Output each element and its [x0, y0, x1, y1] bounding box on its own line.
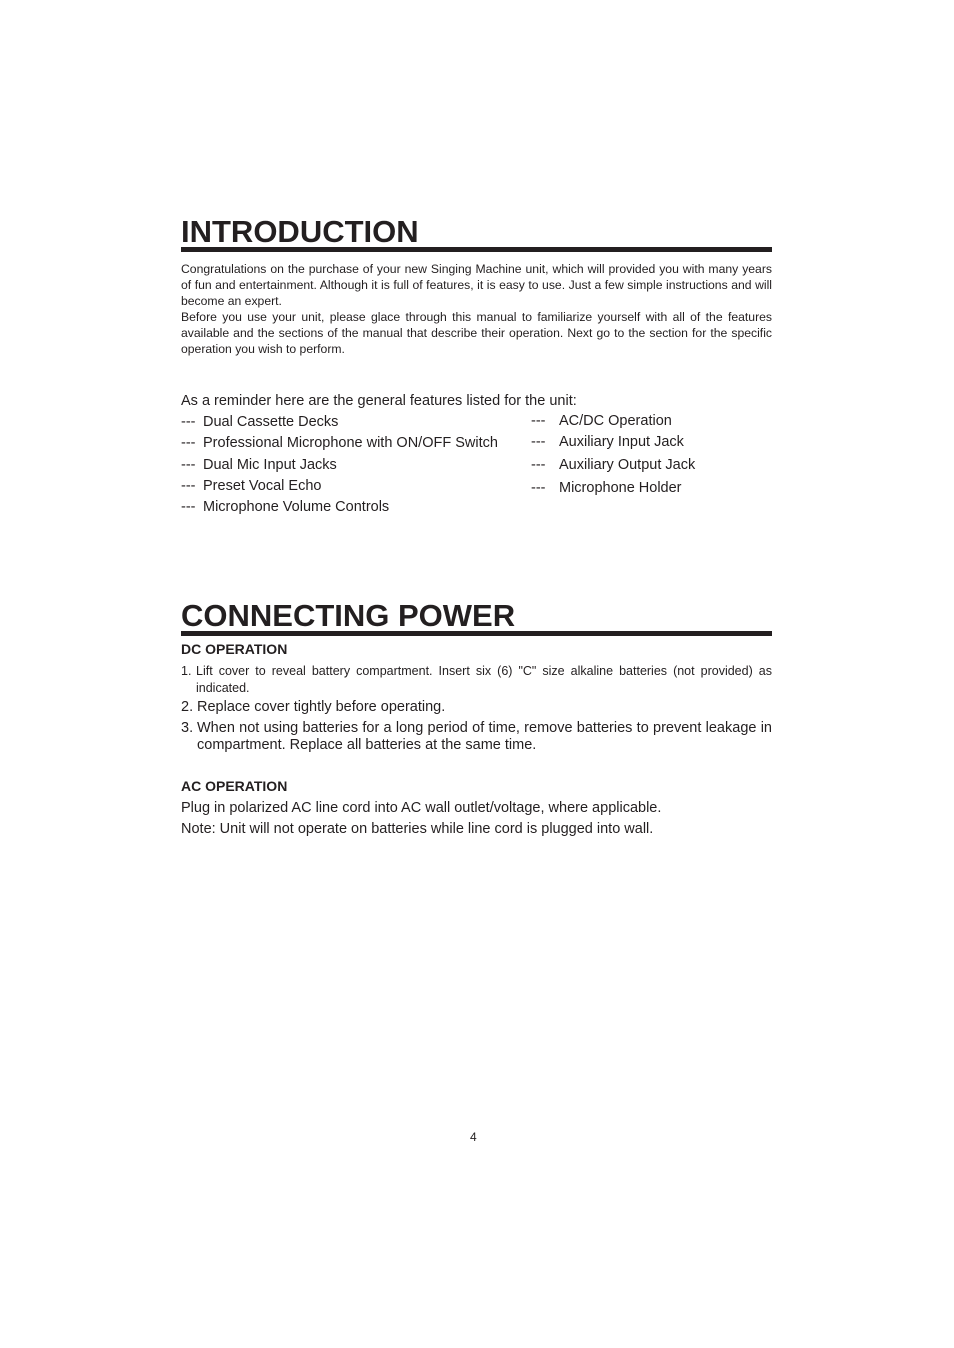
feature-dash: --- — [531, 413, 546, 429]
introduction-heading: INTRODUCTION — [181, 216, 772, 252]
feature-item — [181, 498, 389, 516]
feature-item — [181, 456, 337, 474]
intro-paragraph-1: Congratulations on the purchase of your new Singing Machine unit, which will provided you with many years of fun and entertainment. Although it is full of features, it is easy to use. Just a few simple instructions and will become an expert. — [181, 262, 772, 309]
feature-dash: --- — [531, 434, 546, 450]
feature-item — [531, 479, 682, 497]
feature-item — [181, 434, 498, 452]
connecting-power-heading: CONNECTING POWER — [181, 600, 772, 636]
feature-dash: --- — [531, 480, 546, 496]
step-number: 2. — [181, 699, 194, 715]
feature-label: Microphone Holder — [559, 480, 682, 496]
feature-dash: --- — [181, 499, 196, 515]
ac-line-2: Note: Unit will not operate on batteries while line cord is plugged into wall. — [181, 821, 654, 837]
step-text: Lift cover to reveal battery compartment. Insert six (6) "C" size alkaline batteries (not provided) as indicated. — [196, 664, 772, 695]
feature-label: Preset Vocal Echo — [203, 478, 322, 494]
feature-item — [181, 477, 322, 495]
feature-label: AC/DC Operation — [559, 413, 672, 429]
feature-label: Auxiliary Input Jack — [559, 434, 684, 450]
feature-item — [181, 413, 338, 431]
step-number: 1. — [181, 664, 192, 678]
dc-operation-title: DC OPERATION — [181, 641, 288, 657]
page-number: 4 — [470, 1130, 477, 1144]
feature-label: Professional Microphone with ON/OFF Switch — [203, 435, 498, 451]
feature-dash: --- — [181, 457, 196, 473]
feature-dash: --- — [181, 478, 196, 494]
feature-item — [531, 456, 695, 474]
step-text: Replace cover tightly before operating. — [197, 699, 446, 715]
feature-dash: --- — [181, 414, 196, 430]
dc-step — [181, 699, 772, 716]
dc-step — [181, 663, 772, 696]
feature-dash: --- — [531, 457, 546, 473]
ac-operation-title: AC OPERATION — [181, 778, 288, 794]
step-number: 3. — [181, 720, 194, 736]
feature-item — [531, 433, 684, 451]
feature-item — [531, 412, 672, 430]
feature-label: Microphone Volume Controls — [203, 499, 390, 515]
dc-step — [181, 720, 772, 754]
features-reminder: As a reminder here are the general features listed for the unit: — [181, 393, 577, 409]
intro-paragraph-2: Before you use your unit, please glace through this manual to familiarize yourself with all of the features available and the sections of the manual that describe their operation. Next go to the section for the specific operation you wish to perform. — [181, 310, 772, 357]
ac-line-1: Plug in polarized AC line cord into AC wall outlet/voltage, where applicable. — [181, 800, 662, 816]
feature-dash: --- — [181, 435, 196, 451]
feature-label: Auxiliary Output Jack — [559, 457, 696, 473]
feature-label: Dual Mic Input Jacks — [203, 457, 337, 473]
feature-label: Dual Cassette Decks — [203, 414, 339, 430]
step-text: When not using batteries for a long period of time, remove batteries to prevent leakage in compartment. Replace all batteries at the same time. — [197, 720, 772, 753]
